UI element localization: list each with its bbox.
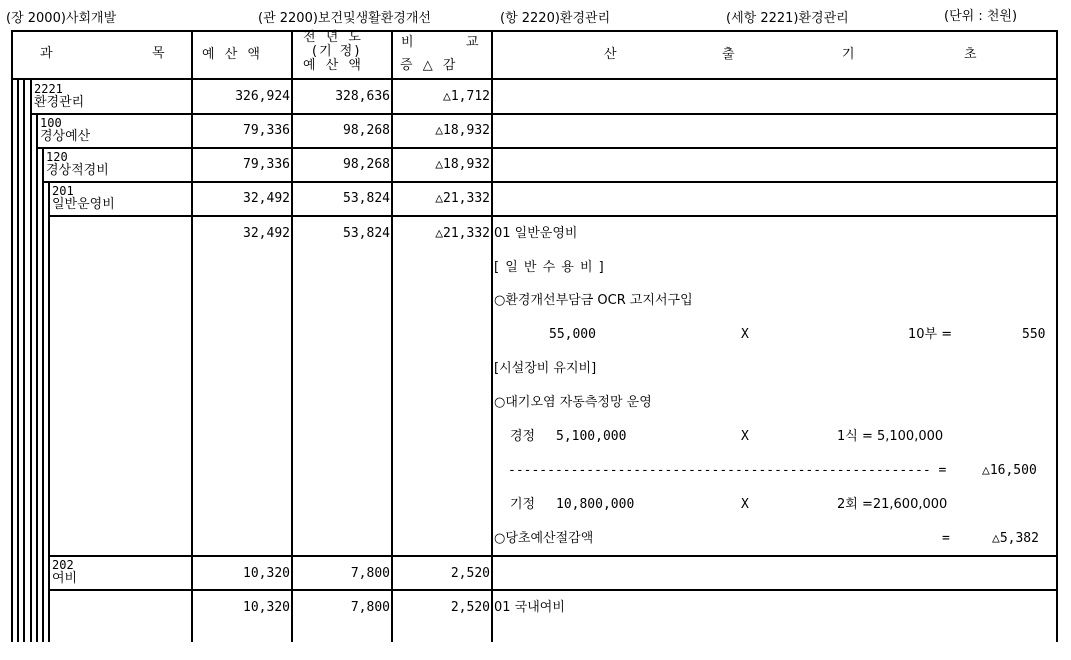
row-name: 경상예산 <box>40 129 91 144</box>
basis-item2a-label: 경정 <box>510 429 536 444</box>
row-budget: 79,336 <box>243 157 290 172</box>
tree-line-2 <box>17 80 19 642</box>
row-diff: 2,520 <box>450 600 490 615</box>
row-prev: 98,268 <box>343 157 390 172</box>
basis-item2b-x: X <box>741 497 749 512</box>
basis-item2b-qty: 2회 =21,600,000 <box>837 497 948 512</box>
col-basis-char: 초 <box>964 47 977 62</box>
row-prev: 53,824 <box>343 191 390 206</box>
basis-item1-qty: 10부 = <box>908 327 953 342</box>
col-divider-prev <box>291 30 293 642</box>
row-budget: 32,492 <box>243 226 290 241</box>
header-sehang: (세항 2221)환경관리 <box>726 11 849 26</box>
row-divider <box>48 555 1058 557</box>
row-budget: 79,336 <box>243 123 290 138</box>
row-code: 201 <box>52 184 74 198</box>
col-prev-line2: (기 정) <box>312 44 362 59</box>
row-code: 202 <box>52 558 74 572</box>
basis-item2a-x: X <box>741 429 749 444</box>
basis-item3-total: △5,382 <box>992 531 1039 546</box>
row-divider <box>48 589 1058 591</box>
row-code: 120 <box>46 150 68 164</box>
basis-item1-x: X <box>741 327 749 342</box>
basis-item1-price: 55,000 <box>549 327 596 342</box>
row-name: 일반운영비 <box>52 197 115 212</box>
row-basis: 01 일반운영비 <box>494 226 578 241</box>
col-cmp-top-left: 비 <box>401 35 414 50</box>
col-prev-line3: 예 산 액 <box>303 58 364 73</box>
table-left-border <box>11 30 13 80</box>
tree-line-1 <box>11 80 13 642</box>
basis-item2a-qty: 1식 = 5,100,000 <box>837 429 944 444</box>
col-divider-budget <box>191 30 193 642</box>
col-subject-right: 목 <box>152 46 165 61</box>
col-divider-cmp <box>391 30 393 642</box>
row-budget: 32,492 <box>243 191 290 206</box>
row-prev: 7,800 <box>350 600 390 615</box>
row-prev: 328,636 <box>335 89 390 104</box>
header-hang: (항 2220)환경관리 <box>500 11 611 26</box>
row-diff: △1,712 <box>443 89 490 104</box>
col-cmp-top-right: 교 <box>466 35 479 50</box>
basis-item2b-label: 기정 <box>510 497 536 512</box>
basis-item3-eq: = <box>942 531 950 546</box>
row-divider <box>48 215 1058 217</box>
row-diff: △21,332 <box>435 191 490 206</box>
table-right-border <box>1056 30 1058 642</box>
basis-item3: ○당초예산절감액 <box>494 531 594 546</box>
row-diff: △21,332 <box>435 226 490 241</box>
row-budget: 10,320 <box>243 600 290 615</box>
col-cmp-bottom: 증 △ 감 <box>400 58 459 73</box>
row-name: 여비 <box>52 571 78 586</box>
basis-facility: [시설장비 유지비] <box>494 361 597 376</box>
row-basis: 01 국내여비 <box>494 600 565 615</box>
col-basis-char: 산 <box>604 47 617 62</box>
row-prev: 7,800 <box>350 566 390 581</box>
row-divider <box>42 181 1058 183</box>
basis-item2a-price: 5,100,000 <box>556 429 627 444</box>
row-diff: 2,520 <box>450 566 490 581</box>
col-prev-line1: 전 년 도 <box>303 30 364 45</box>
row-code: 100 <box>40 116 62 130</box>
row-diff: △18,932 <box>435 123 490 138</box>
row-diff: △18,932 <box>435 157 490 172</box>
row-name: 환경관리 <box>34 95 85 110</box>
col-subject-left: 과 <box>40 46 53 61</box>
tree-line-3 <box>23 80 25 642</box>
basis-item1: ○환경개선부담금 OCR 고지서구입 <box>494 293 693 308</box>
basis-dash-total: △16,500 <box>982 463 1037 478</box>
row-prev: 53,824 <box>343 226 390 241</box>
header-unit: (단위 : 천원) <box>944 9 1018 24</box>
row-divider <box>36 147 1058 149</box>
basis-item2: ○대기오염 자동측정망 운영 <box>494 395 652 410</box>
tree-line-5 <box>36 113 38 642</box>
basis-general-supplies: [ 일 반 수 용 비 ] <box>494 260 605 275</box>
row-prev: 98,268 <box>343 123 390 138</box>
row-divider <box>30 113 1058 115</box>
col-basis-char: 출 <box>722 47 735 62</box>
basis-item2b-price: 10,800,000 <box>556 497 635 512</box>
col-basis-char: 기 <box>842 47 855 62</box>
tree-line-6 <box>42 147 44 642</box>
basis-dashes: ------------------------------------------------------ = <box>508 463 947 478</box>
row-budget: 10,320 <box>243 566 290 581</box>
col-divider-basis <box>491 30 493 642</box>
tree-line-4 <box>30 80 32 642</box>
col-budget: 예 산 액 <box>202 47 263 62</box>
header-bottom-border <box>11 78 1058 80</box>
header-gwan: (관 2200)보건및생활환경개선 <box>258 11 431 26</box>
table-top-border <box>11 30 1058 32</box>
header-jang: (장 2000)사회개발 <box>6 11 117 26</box>
row-budget: 326,924 <box>235 89 290 104</box>
basis-item1-total: 550 <box>1022 327 1046 342</box>
row-name: 경상적경비 <box>46 163 109 178</box>
row-code: 2221 <box>34 82 63 96</box>
tree-line-7 <box>48 181 50 642</box>
